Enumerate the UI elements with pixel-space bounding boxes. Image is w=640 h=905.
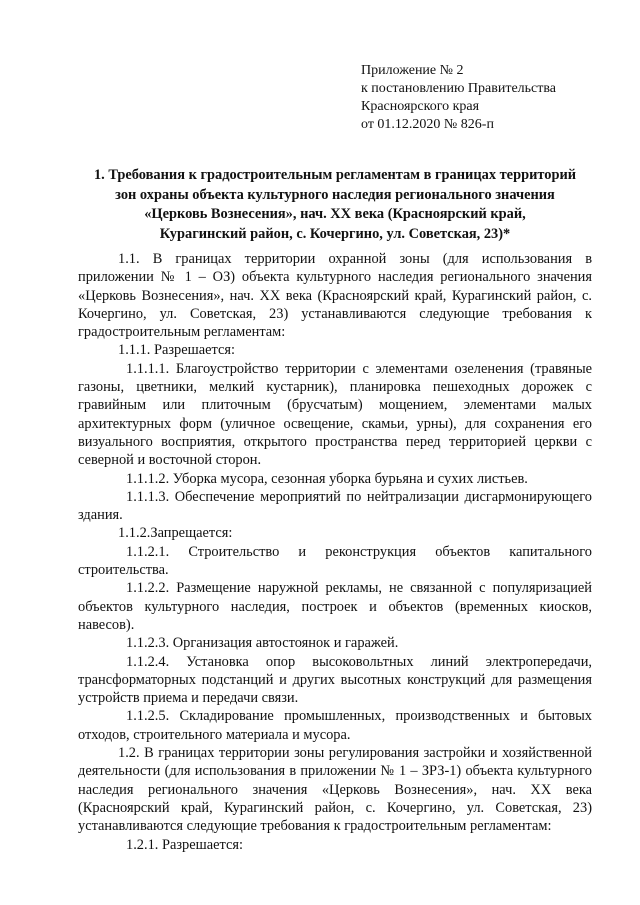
paragraph-1-1-2-3: 1.1.2.3. Организация автостоянок и гаражей.	[126, 635, 399, 652]
paragraph-1-1-2-4: 1.1.2.4. Установка опор высоковольтных линий электропередачи, трансформаторных подстанций и других высотных конструкций для размещения устройств приема и передачи связи.	[78, 653, 592, 707]
title-line: Курагинский район, с. Кочергино, ул. Советская, 23)*	[159, 225, 511, 242]
annex-header	[361, 62, 556, 134]
title-line: зон охраны объекта культурного наследия регионального значения	[115, 186, 555, 203]
annex-line: Красноярского края	[361, 99, 480, 114]
section-title	[70, 166, 600, 244]
document-body	[78, 250, 592, 854]
title-line: 1. Требования к градостроительным регламентам в границах территорий	[93, 167, 577, 183]
title-line: «Церковь Вознесения», нач. XX века (Красноярский край,	[144, 206, 526, 222]
paragraph-1-1: 1.1. В границах территории охранной зоны (для использования в приложении № 1 – ОЗ) объекта культурного наследия регионального значения «Церковь Вознесения», нач. XX века (Красноярский край, Курагинский район, с. Кочергино, ул. Советская, 23) устанавливаются следующие требования к градостроительным регламентам:	[78, 251, 592, 341]
annex-line: Приложение № 2	[361, 63, 464, 78]
paragraph-1-1-2-2: 1.1.2.2. Размещение наружной рекламы, не связанной с популяризацией объектов культурного наследия, построек и объектов (временных киосков, навесов).	[78, 580, 592, 633]
paragraph-1-1-1-2: 1.1.1.2. Уборка мусора, сезонная уборка бурьяна и сухих листьев.	[126, 470, 528, 487]
paragraph-1-1-1: 1.1.1. Разрешается:	[118, 342, 235, 359]
paragraph-1-1-2-1: 1.1.2.1. Строительство и реконструкция объектов капитального строительства.	[78, 543, 592, 579]
annex-line: от 01.12.2020 № 826-п	[361, 117, 494, 132]
paragraph-1-1-2: 1.1.2.Запрещается:	[118, 525, 233, 542]
paragraph-1-1-2-5: 1.1.2.5. Складирование промышленных, производственных и бытовых отходов, строительного материала и мусора.	[78, 708, 592, 743]
paragraph-1-1-1-3: 1.1.1.3. Обеспечение мероприятий по нейтрализации дисгармонирующего здания.	[78, 488, 592, 524]
paragraph-1-2-1: 1.2.1. Разрешается:	[126, 836, 243, 853]
paragraph-1-1-1-1: 1.1.1.1. Благоустройство территории с элементами озеленения (травяные газоны, цветники, мелкий кустарник), планировка пешеходных дорожек с гравийным или плиточным (брусчатым) мощением, элементами малых архитектурных форм (уличное освещение, скамьи, урны), для сохранения его визуального восприятия, открытого пространства перед территорией церкви с северной и восточной сторон.	[78, 360, 592, 469]
paragraph-1-2: 1.2. В границах территории зоны регулирования застройки и хозяйственной деятельности (для использования в приложении № 1 – ЗРЗ-1) объекта культурного наследия регионального значения «Церковь Вознесения», нач. XX века (Красноярский край, Курагинский район, с. Кочергино, ул. Советская, 23) устанавливаются следующие требования к градостроительным регламентам:	[78, 745, 592, 835]
annex-line: к постановлению Правительства	[361, 81, 557, 96]
